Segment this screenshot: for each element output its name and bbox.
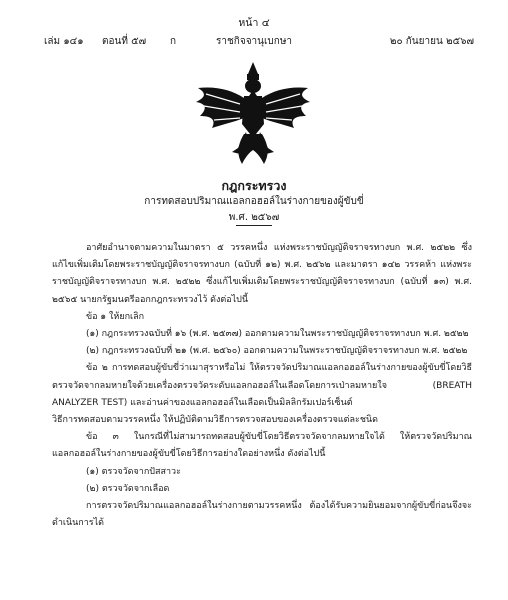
- volume-label: เล่ม ๑๔๑: [44, 36, 84, 47]
- page-number: หน้า ๔: [238, 17, 270, 29]
- title-divider: [236, 225, 272, 226]
- clause-3-continuation: การตรวจวัดปริมาณแอลกอฮอล์ในร่างกายตามวรรคหนึ่ง ต้องได้รับความยินยอมจากผู้ขับขี่ก่อนจึงจะดำเนินการได้: [52, 501, 472, 529]
- issue-label: ตอนที่ ๕๗: [102, 36, 147, 47]
- clause-3-item-2: (๒) ตรวจวัดจากเลือด: [86, 483, 170, 494]
- garuda-emblem: [194, 60, 312, 168]
- section-label: ก: [170, 36, 177, 47]
- preamble: อาศัยอำนาจตามความในมาตรา ๕ วรรคหนึ่ง แห่งพระราชบัญญัติจราจรทางบก พ.ศ. ๒๕๒๒ ซึ่งแก้ไขเพิ่มเติมโดยพระราชบัญญัติจราจรทางบก (ฉบับที่ ๑๒) พ.ศ. ๒๕๖๒ และมาตรา ๑๔๒ วรรคห้า แห่งพระราชบัญญัติจราจรทางบก พ.ศ. ๒๕๒๒ ซึ่งแก้ไขเพิ่มเติมโดยพระราชบัญญัติจราจรทางบก (ฉบับที่ ๑๓) พ.ศ. ๒๕๖๕ นายกรัฐมนตรีออกกฎกระทรวงไว้ ดังต่อไปนี้: [52, 243, 472, 305]
- clause-1-item-1: (๑) กฎกระทรวงฉบับที่ ๑๖ (พ.ศ. ๒๕๓๗) ออกตามความในพระราชบัญญัติจราจรทางบก พ.ศ. ๒๕๒๒: [86, 329, 469, 340]
- document-body: [52, 240, 472, 532]
- publish-date: ๒๐ กันยายน ๒๕๖๗: [389, 36, 474, 47]
- clause-3: ข้อ ๓ ในกรณีที่ไม่สามารถทดสอบผู้ขับขี่โดยวิธีตรวจวัดจากลมหายใจได้ ให้ตรวจวัดปริมาณแอลกอฮอล์ในร่างกายของผู้ขับขี่โดยวิธีการอย่างใดอย่างหนึ่ง ดังต่อไปนี้: [52, 432, 472, 460]
- clause-3-item-1: (๑) ตรวจวัดจากปัสสาวะ: [86, 466, 181, 477]
- document-subtitle: การทดสอบปริมาณแอลกอฮอล์ในร่างกายของผู้ขับขี่: [144, 196, 364, 207]
- clause-1: ข้อ ๑ ให้ยกเลิก: [86, 311, 145, 322]
- document-title: กฎกระทรวง: [221, 178, 287, 193]
- clause-2-continuation: วิธีการทดสอบตามวรรคหนึ่ง ให้ปฏิบัติตามวิธีการตรวจสอบของเครื่องตรวจแต่ละชนิด: [52, 415, 378, 426]
- gazette-name: ราชกิจจานุเบกษา: [216, 36, 293, 47]
- document-year: พ.ศ. ๒๕๖๗: [228, 212, 280, 223]
- clause-2: ข้อ ๒ การทดสอบผู้ขับขี่ว่าเมาสุราหรือไม่ ให้ตรวจวัดปริมาณแอลกอฮอล์ในร่างกายของผู้ขับขี่โดยวิธีตรวจวัดจากลมหายใจด้วยเครื่องตรวจวัดระดับแอลกอฮอล์ในเลือดโดยการเป่าลมหายใจ (BREATH ANALYZER TEST) และอ่านค่าของแอลกอฮอล์ในเลือดเป็นมิลลิกรัมเปอร์เซ็นต์: [52, 363, 472, 408]
- clause-1-item-2: (๒) กฎกระทรวงฉบับที่ ๒๑ (พ.ศ. ๒๕๖๐) ออกตามความในพระราชบัญญัติจราจรทางบก พ.ศ. ๒๕๒๒: [86, 346, 468, 357]
